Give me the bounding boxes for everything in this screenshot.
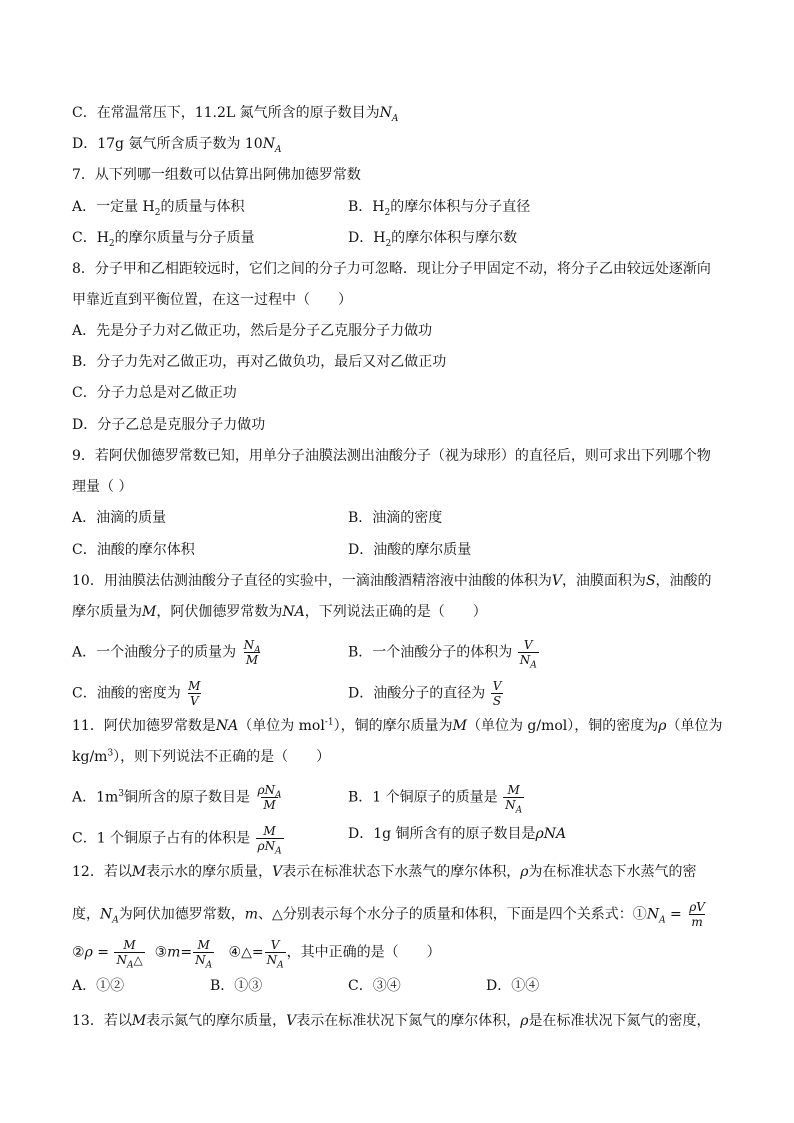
q9-option-b: B．油滴的密度	[348, 510, 443, 526]
q8-stem-line1: 8．分子甲和乙相距较远时，它们之间的分子力可忽略．现让分子甲固定不动，将分子乙由较远处逐渐向	[72, 261, 711, 277]
q10-option-d: D．油酸分子的直径为 $\frac{V}{S}$	[348, 679, 502, 708]
q11-option-c: C．1 个铜原子占有的体积是 $\frac{M}{\rho N_A}$	[72, 824, 282, 857]
q12-option-b: B．①③	[210, 978, 263, 994]
q12-stem-line2: 度，$N_A$为阿伏加德罗常数，m、△分别表示每个水分子的质量和体积，下面是四个关系式：$①N_A$ = $\frac{\rho V}{m}$	[72, 900, 705, 929]
q12-option-d: D．①④	[486, 978, 540, 994]
fraction: $\frac{\rho V}{m}$	[689, 900, 705, 929]
q8-stem-line2: 甲靠近直到平衡位置，在这一过程中（ ）	[72, 292, 352, 308]
fraction: $\frac{M}{N_A}$	[195, 938, 213, 971]
q7-option-b: B．$H_2$的摩尔体积与分子直径	[348, 199, 531, 218]
q10-option-b: B．一个油酸分子的体积为 $\frac{V}{N_A}$	[348, 638, 537, 671]
q12-stem-line1: 12．若以M表示水的摩尔质量，V表示在标准状态下水蒸气的摩尔体积，ρ为在标准状态下水蒸气的密	[72, 864, 697, 880]
fraction: $\frac{M}{V}$	[188, 679, 201, 708]
fraction: $\frac{M}{\rho N_A}$	[257, 824, 282, 857]
q13-stem-line1: 13．若以M表示氮气的摩尔质量，V表示在标准状况下氮气的摩尔体积，ρ是在标准状况下氮气的密度，	[72, 1013, 711, 1029]
q10-stem-line2: 摩尔质量为M，阿伏伽德罗常数为NA，下列说法正确的是（ ）	[72, 604, 487, 620]
q9-option-c: C．油酸的摩尔体积	[72, 542, 195, 558]
q7-stem: 7．从下列哪一组数可以估算出阿佛加德罗常数	[72, 167, 361, 183]
q8-option-a: A．先是分子力对乙做正功，然后是分子乙克服分子力做功	[72, 323, 433, 339]
q11-option-b: B．1 个铜原子的质量是 $\frac{M}{N_A}$	[348, 783, 523, 816]
q12-option-c: C．③④	[348, 978, 401, 994]
q9-option-d: D．油酸的摩尔质量	[348, 542, 472, 558]
q12-option-a: A．①②	[72, 978, 125, 994]
q6-option-c: C．在常温常压下，11.2L 氮气所含的原子数目为$N_A$	[72, 105, 399, 124]
fraction: $\frac{\rho N_A}{M}$	[257, 783, 282, 812]
fraction: $\frac{M}{N_A}$	[505, 783, 523, 816]
q7-option-a: A．一定量 $H_2$的质量与体积	[72, 199, 245, 218]
q6-option-d: D．17g 氨气所含质子数为 $10N_A$	[72, 136, 282, 155]
q7-option-c: C．$H_2$的摩尔质量与分子质量	[72, 230, 255, 249]
q11-option-a: A．$1m^3$铜所含的原子数目是 $\frac{\rho N_A}{M}$	[72, 783, 282, 812]
fraction: $\frac{V}{N_A}$	[519, 638, 537, 671]
q10-option-a: A．一个油酸分子的质量为 $\frac{N_A}{M}$	[72, 638, 261, 667]
q9-stem-line1: 9．若阿伏伽德罗常数已知，用单分子油膜法测出油酸分子（视为球形）的直径后，则可求出下列哪个物	[72, 448, 711, 464]
q11-option-d: D．1g 铜所含有的原子数目是ρNA	[348, 826, 567, 842]
q8-option-d: D．分子乙总是克服分子力做功	[72, 417, 266, 433]
fraction: $\frac{V}{N_A}$	[266, 938, 284, 971]
fraction: $\frac{M}{N_A\triangle}$	[116, 938, 143, 971]
q10-stem-line1: 10．用油膜法估测油酸分子直径的实验中，一滴油酸酒精溶液中油酸的体积为V，油膜面积为S，油酸的	[72, 573, 712, 589]
q10-option-c: C．油酸的密度为 $\frac{M}{V}$	[72, 679, 201, 708]
q12-relations: ②ρ = $\frac{M}{N_A\triangle}$ ③m= $\frac{M}{N_A}$ ④△= $\frac{V}{N_A}$ ，其中正确的是（ ）	[72, 938, 441, 971]
fraction: $\frac{N_A}{M}$	[243, 638, 261, 667]
q7-option-d: D．$H_2$的摩尔体积与摩尔数	[348, 230, 518, 249]
q11-stem-line2: $kg/m^3$），则下列说法不正确的是（ ）	[72, 748, 331, 765]
q9-stem-line2: 理量（ ）	[72, 479, 133, 495]
q11-stem-line1: 11．阿伏加德罗常数是NA（单位为 mol$^{-1}$），铜的摩尔质量为M（单位为 g/mol），铜的密度为ρ（单位为	[72, 717, 723, 734]
q9-option-a: A．油滴的质量	[72, 510, 167, 526]
fraction: $\frac{V}{S}$	[492, 679, 502, 708]
q8-option-b: B．分子力先对乙做正功，再对乙做负功，最后又对乙做正功	[72, 354, 447, 370]
q8-option-c: C．分子力总是对乙做正功	[72, 385, 237, 401]
